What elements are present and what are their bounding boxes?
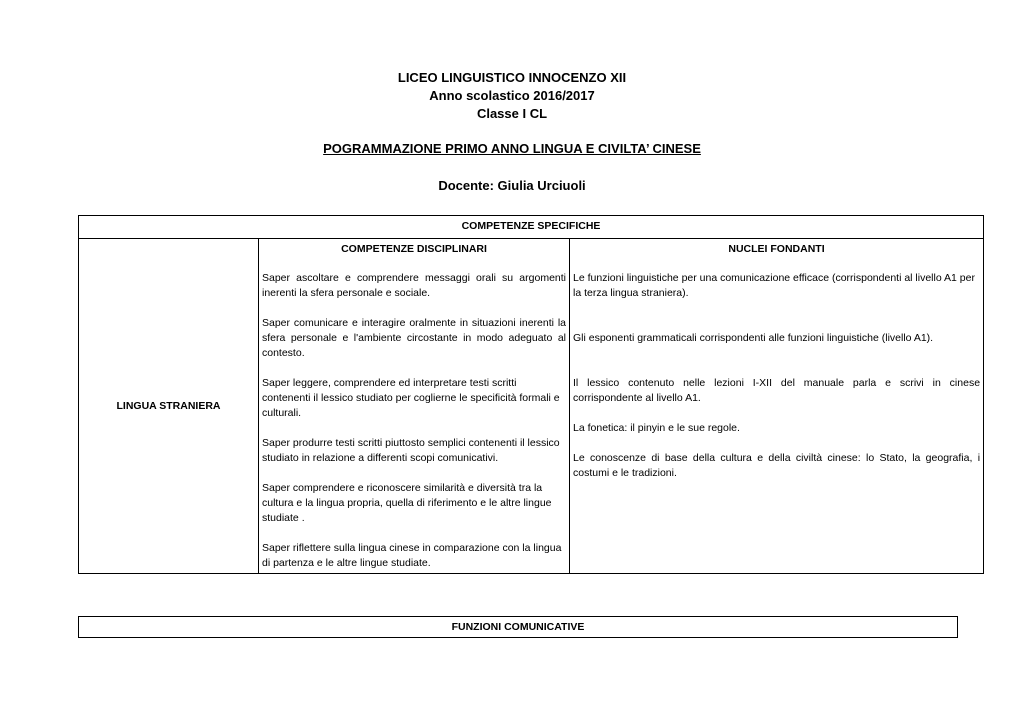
row-label-lingua-straniera: LINGUA STRANIERA bbox=[79, 239, 259, 574]
nuclei-cell bbox=[570, 239, 984, 574]
school-year: Anno scolastico 2016/2017 bbox=[429, 88, 595, 103]
col-header-nuclei: NUCLEI FONDANTI bbox=[728, 243, 825, 255]
competenze-caption: COMPETENZE SPECIFICHE bbox=[79, 216, 984, 239]
disciplinari-cell bbox=[259, 239, 570, 574]
class-label: Classe I CL bbox=[476, 106, 548, 121]
col-header-disciplinari: COMPETENZE DISCIPLINARI bbox=[341, 243, 487, 255]
disciplinari-item: Saper produrre testi scritti piuttosto semplici contenenti il lessico studiato in relazione a differenti scopi comunicativi. bbox=[262, 437, 560, 464]
nuclei-item: Il lessico contenuto nelle lezioni I-XII del manuale parla e scrivi in cinese corrispondente al livello A1. bbox=[573, 377, 981, 404]
nuclei-item: La fonetica: il pinyin e le sue regole. bbox=[573, 422, 740, 434]
funzioni-caption: FUNZIONI COMUNICATIVE bbox=[78, 616, 958, 638]
disciplinari-item: Saper comunicare e interagire oralmente in situazioni inerenti la sfera personale e l'ambiente circostante in modo adeguato al contesto. bbox=[262, 317, 566, 359]
disciplinari-item: Saper ascoltare e comprendere messaggi orali su argomenti inerenti la sfera personale e sociale. bbox=[262, 272, 566, 299]
competenze-table bbox=[78, 215, 984, 574]
nuclei-item: Le conoscenze di base della cultura e della civiltà cinese: lo Stato, la geografia, i costumi e le tradizioni. bbox=[573, 452, 981, 479]
disciplinari-item: Saper comprendere e riconoscere similarità e diversità tra la cultura e la lingua propria, quella di riferimento e le altre lingue studiate . bbox=[262, 482, 552, 524]
nuclei-item: Gli esponenti grammaticali corrispondenti alle funzioni linguistiche (livello A1). bbox=[573, 332, 934, 344]
disciplinari-item: Saper leggere, comprendere ed interpretare testi scritti contenenti il lessico studiato per coglierne le specificità formali e culturali. bbox=[262, 377, 560, 419]
program-title: POGRAMMAZIONE PRIMO ANNO LINGUA E CIVILTA’ CINESE bbox=[323, 141, 701, 156]
nuclei-item: Le funzioni linguistiche per una comunicazione efficace (corrispondenti al livello A1 per la terza lingua straniera). bbox=[573, 272, 975, 299]
school-name: LICEO LINGUISTICO INNOCENZO XII bbox=[397, 70, 627, 85]
disciplinari-item: Saper riflettere sulla lingua cinese in comparazione con la lingua di partenza e le altre lingue studiate. bbox=[262, 542, 562, 569]
teacher-name: Docente: Giulia Urciuoli bbox=[438, 178, 586, 193]
